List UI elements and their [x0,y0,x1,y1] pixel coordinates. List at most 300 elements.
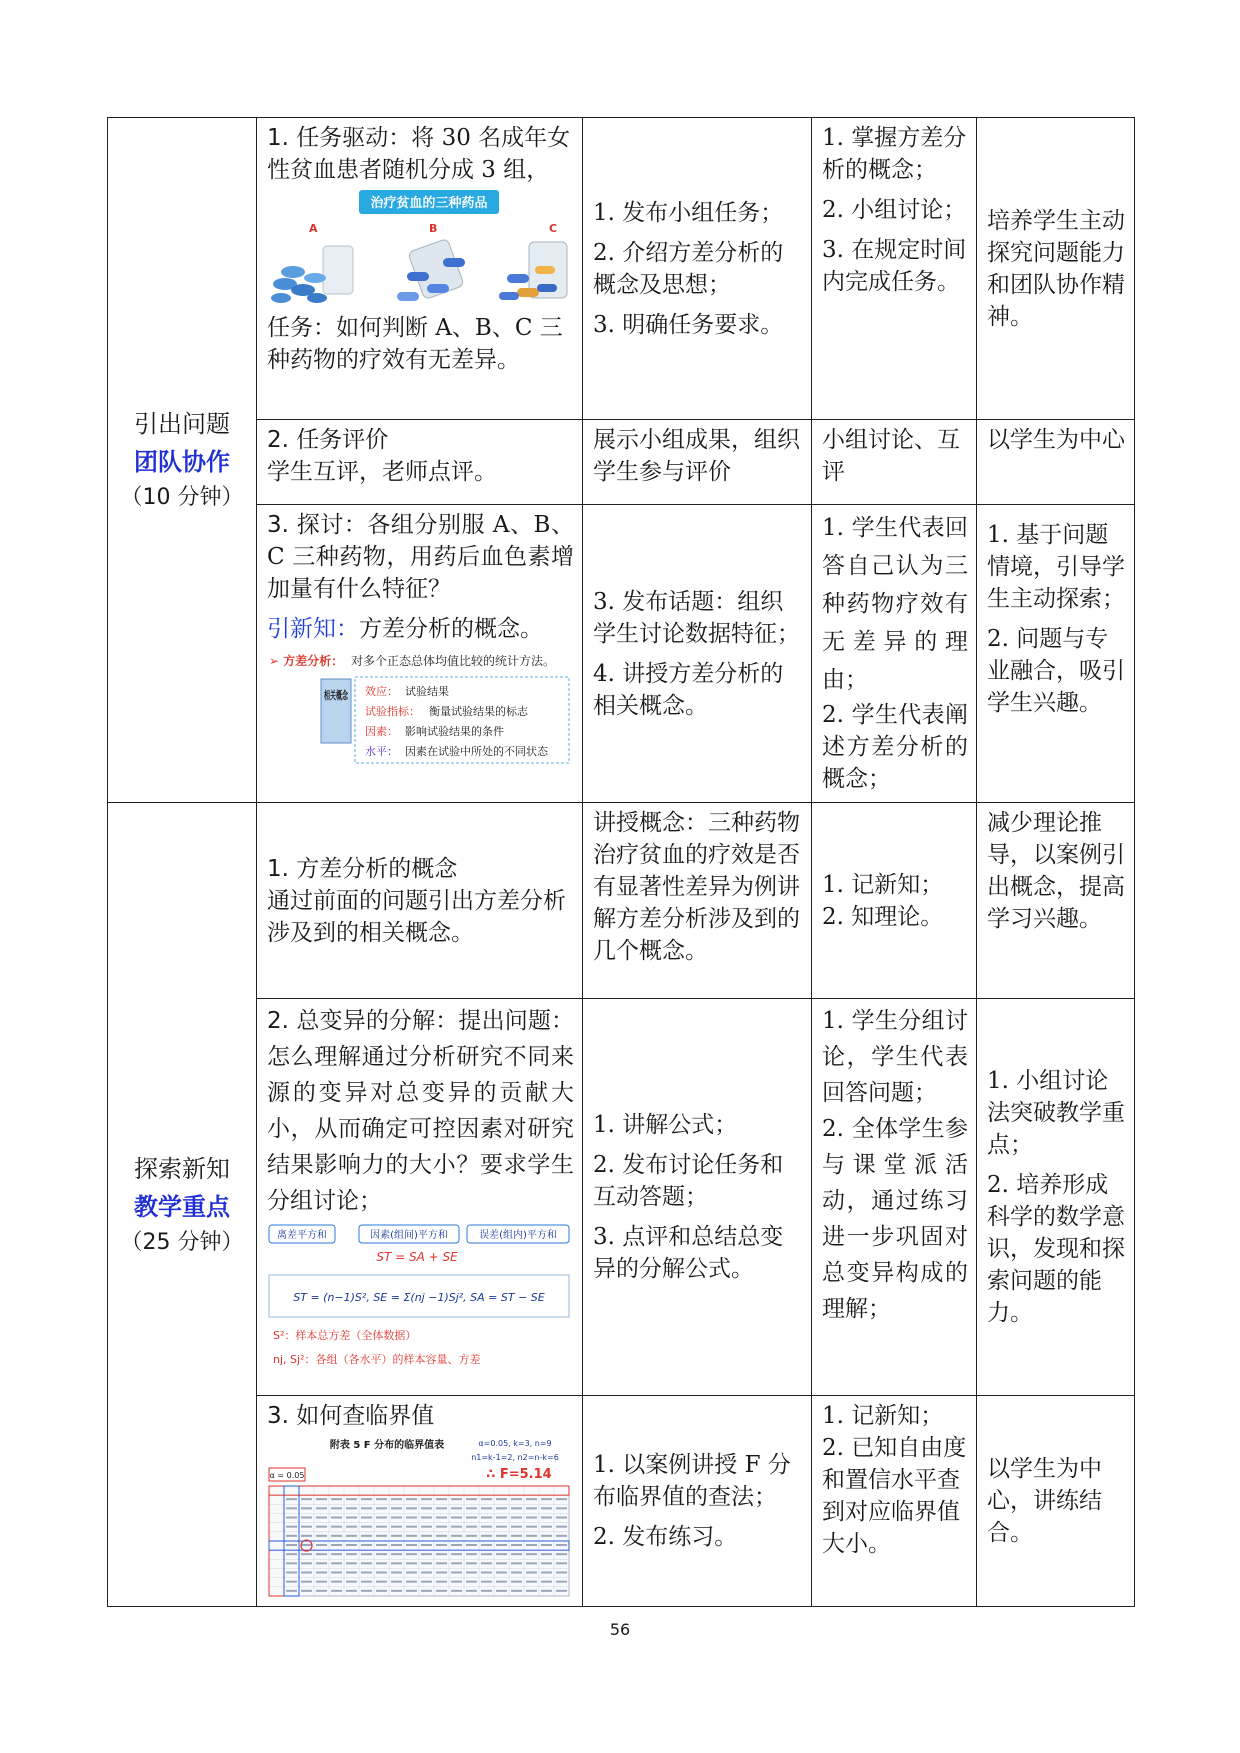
concept-key: 试验指标： [365,705,420,718]
tag-factor: 因素(组间)平方和 [370,1230,448,1241]
grid-cell-mark [301,1507,312,1509]
grid-cell-mark [376,1507,387,1509]
grid-cell-mark [301,1517,312,1519]
grid-cell-mark [406,1553,417,1555]
grid-cell-mark [301,1544,312,1546]
note-2: nj, Sj²：各组（各水平）的样本容量、方差 [273,1353,481,1366]
grid-cell-mark [436,1581,447,1583]
intent-item: 1. 小组讨论法突破教学重点； [987,1068,1125,1158]
grid-cell-mark [511,1553,522,1555]
teacher-item: 3. 明确任务要求。 [593,311,784,338]
grid-cell-mark [286,1590,297,1592]
grid-cell-mark [391,1544,402,1546]
concept-value: 影响试验结果的条件 [405,725,504,738]
grid-cell-mark [496,1572,507,1574]
grid-cell-mark [556,1498,567,1500]
intent-cell [977,420,1135,505]
concept-key: 水平： [365,745,398,758]
intent-item: 以学生为中心 [987,427,1125,453]
grid-cell-mark [376,1562,387,1564]
grid-cell-mark [481,1517,492,1519]
section-title: 探索新知 [134,1154,230,1183]
grid-cell-mark [556,1590,567,1592]
grid-cell-mark [556,1507,567,1509]
grid-cell-mark [376,1517,387,1519]
grid-cell-mark [316,1572,327,1574]
student-item: 3. 在规定时间内完成任务。 [822,237,967,295]
grid-cell-mark [301,1562,312,1564]
grid-cell-mark [511,1572,522,1574]
grid-cell-mark [301,1535,312,1537]
grid-cell-mark [481,1526,492,1528]
section-subtitle: 教学重点 [134,1192,230,1221]
f-table-figure [267,1434,573,1598]
grid-cell-mark [316,1535,327,1537]
grid-cell-mark [316,1562,327,1564]
teacher-cell [583,505,812,803]
intent-cell [977,803,1135,999]
grid-cell-mark [331,1581,342,1583]
grid-cell-mark [421,1498,432,1500]
grid-cell-mark [556,1581,567,1583]
grid-cell-mark [496,1498,507,1500]
grid-cell-mark [556,1544,567,1546]
teacher-item: 1. 发布小组任务； [593,199,784,226]
grid-cell-mark [481,1553,492,1555]
grid-cell-mark [376,1572,387,1574]
grid-cell-mark [436,1517,447,1519]
grid-cell-mark [541,1517,552,1519]
grid-cell-mark [331,1498,342,1500]
teacher-cell [583,420,812,505]
grid-cell-mark [526,1562,537,1564]
grid-cell-mark [421,1517,432,1519]
grid-cell-mark [346,1581,357,1583]
grid-cell-mark [496,1517,507,1519]
student-cell [812,118,977,420]
grid-cell-mark [481,1562,492,1564]
grid-cell-mark [316,1507,327,1509]
grid-cell-mark [406,1544,417,1546]
grid-cell-mark [301,1553,312,1555]
grid-cell-mark [331,1590,342,1592]
student-item: 2. 小组讨论； [822,197,967,223]
student-cell [812,999,977,1396]
grid-cell-mark [421,1553,432,1555]
content-cell [257,420,583,505]
label-c: C [549,222,558,235]
grid-cell-mark [496,1544,507,1546]
grid-cell-mark [556,1526,567,1528]
grid-cell-mark [466,1590,477,1592]
teacher-item: 2. 介绍方差分析的概念及思想； [593,239,784,298]
content-cell [257,803,583,999]
concept-key: 效应： [365,685,398,698]
grid-cell-mark [481,1581,492,1583]
grid-cell-mark [541,1498,552,1500]
grid-cell-mark [301,1581,312,1583]
concept-value: 衡量试验结果的标志 [429,705,528,718]
grid-cell-mark [316,1526,327,1528]
grid-cell-mark [541,1526,552,1528]
grid-cell-mark [361,1562,372,1564]
grid-cell-mark [526,1544,537,1546]
grid-cell-mark [301,1572,312,1574]
grid-cell-mark [451,1581,462,1583]
grid-cell-mark [346,1535,357,1537]
grid-cell-mark [526,1526,537,1528]
f-table-df: n1=k-1=2, n2=n-k=6 [471,1453,559,1462]
grid-cell-mark [316,1517,327,1519]
grid-cell-mark [376,1553,387,1555]
grid-cell-mark [511,1590,522,1592]
grid-cell-mark [286,1507,297,1509]
content-heading: 2. 总变异的分解： [267,1008,459,1034]
grid-cell-mark [496,1507,507,1509]
grid-cell-mark [391,1562,402,1564]
grid-cell-mark [436,1562,447,1564]
grid-cell-mark [511,1544,522,1546]
student-cell [812,420,977,505]
def-text: 对多个正态总体均值比较的统计方法。 [351,654,556,668]
grid-cell-mark [361,1507,372,1509]
grid-cell-mark [526,1581,537,1583]
box-label: 相关概念 [324,689,368,702]
content-heading: 3. 探讨： [267,512,368,538]
grid-cell-mark [466,1498,477,1500]
intent-item: 1. 基于问题情境，引导学生主动探索； [987,522,1125,612]
teacher-item: 4. 讲授方差分析的相关概念。 [593,660,784,719]
grid-cell-mark [466,1581,477,1583]
pill-bottle-b [397,238,465,301]
grid-cell-mark [376,1581,387,1583]
grid-cell-mark [421,1535,432,1537]
grid-cell-mark [346,1544,357,1546]
grid-cell-mark [376,1535,387,1537]
grid-cell-mark [421,1562,432,1564]
grid-cell-mark [556,1553,567,1555]
grid-cell-mark [406,1526,417,1528]
grid-cell-mark [451,1572,462,1574]
pill-bottle-a [271,246,353,303]
intent-cell [977,118,1135,420]
pill-bottle-c [499,242,567,300]
grid-cell-mark [406,1590,417,1592]
grid-cell-mark [346,1553,357,1555]
teacher-cell [583,999,812,1396]
grid-cell-mark [406,1517,417,1519]
grid-cell-mark [466,1544,477,1546]
grid-cell-mark [286,1526,297,1528]
grid-cell-mark [331,1562,342,1564]
label-b: B [429,222,438,235]
table-row [108,420,1135,505]
grid-cell-mark [286,1544,297,1546]
grid-cell-mark [361,1526,372,1528]
content-cell [257,1396,583,1607]
grid-cell-mark [361,1517,372,1519]
grid-cell-mark [481,1507,492,1509]
teacher-item: 3. 发布话题：组织学生讨论数据特征； [593,588,800,647]
grid-cell-mark [466,1526,477,1528]
new-knowledge-text: 方差分析的概念。 [359,616,543,642]
grid-cell-mark [556,1562,567,1564]
grid-cell-mark [286,1562,297,1564]
grid-cell-mark [541,1553,552,1555]
grid-cell-mark [286,1535,297,1537]
grid-cell-mark [466,1572,477,1574]
grid-cell-mark [331,1553,342,1555]
student-item: 小组讨论、互评 [822,427,960,485]
student-item: 1. 记新知； [822,871,944,898]
intent-item: 以学生为中心，讲练结合。 [987,1456,1102,1546]
grid-cell-mark [346,1507,357,1509]
section-subtitle: 团队协作 [134,448,230,476]
intent-item: 2. 培养形成科学的数学意识，发现和探索问题的能力。 [987,1172,1125,1326]
teacher-item: 3. 点评和总结总变异的分解公式。 [593,1224,784,1282]
table-row [108,803,1135,999]
grid-cell-mark [406,1581,417,1583]
grid-cell-mark [316,1544,327,1546]
grid-cell-mark [346,1517,357,1519]
grid-cell-mark [301,1498,312,1500]
grid-cell-mark [406,1498,417,1500]
grid-cell-mark [346,1572,357,1574]
grid-cell-mark [316,1581,327,1583]
grid-cell-mark [391,1517,402,1519]
teacher-item: 2. 发布讨论任务和互动答题； [593,1152,784,1210]
grid-cell-mark [346,1590,357,1592]
grid-cell-mark [496,1581,507,1583]
student-item: 1. 掌握方差分析的概念； [822,125,967,183]
grid-cell-mark [451,1517,462,1519]
f-table-title: 附表 5 F 分布的临界值表 [329,1440,445,1451]
grid-cell-mark [421,1544,432,1546]
grid-cell-mark [391,1581,402,1583]
grid-cell-mark [331,1535,342,1537]
content-cell [257,118,583,420]
grid-cell-mark [556,1572,567,1574]
student-item: 1. 学生分组讨论，学生代表回答问题； [822,1008,968,1106]
grid-cell-mark [556,1517,567,1519]
content-heading: 1. 任务驱动： [267,125,412,151]
content-text: 提出问题：怎么理解通过分析研究不同来源的变异对总变异的贡献大小，从而确定可控因素对研究结果影响力的大小？要求学生分组讨论； [267,1008,574,1214]
grid-cell-mark [436,1572,447,1574]
grid-cell-mark [526,1590,537,1592]
lesson-plan-table [107,117,1135,1607]
teacher-item: 展示小组成果，组织学生参与评价 [593,427,800,485]
teacher-item: 1. 讲解公式； [593,1112,738,1138]
grid-cell-mark [391,1498,402,1500]
grid-cell-mark [286,1572,297,1574]
teacher-cell [583,118,812,420]
table-row [108,999,1135,1396]
grid-cell-mark [421,1572,432,1574]
grid-cell-mark [391,1507,402,1509]
grid-cell-mark [361,1590,372,1592]
grid-cell-mark [436,1535,447,1537]
grid-cell-mark [496,1526,507,1528]
grid-cell-mark [331,1507,342,1509]
label-a: A [309,222,318,235]
grid-cell-mark [451,1553,462,1555]
table-row [108,118,1135,420]
grid-cell-mark [331,1517,342,1519]
grid-cell-mark [496,1553,507,1555]
grid-cell-mark [541,1507,552,1509]
grid-cell-mark [361,1553,372,1555]
grid-cell-mark [466,1507,477,1509]
content-heading: 1. 方差分析的概念 [267,855,458,882]
teacher-cell [583,1396,812,1607]
new-knowledge-label: 引新知： [267,616,359,642]
student-item: 2. 全体学生参与课堂派活动，通过练习进一步巩固对总变异构成的理解； [822,1116,968,1322]
student-item: 2. 学生代表阐述方差分析的概念； [822,702,968,792]
grid-cell-mark [541,1535,552,1537]
teacher-cell [583,803,812,999]
grid-cell-mark [436,1507,447,1509]
grid-cell-mark [556,1535,567,1537]
equation-2: ST = (n−1)S², SE = Σ(nj −1)Sj², SA = ST − SE [293,1291,545,1304]
student-cell [812,1396,977,1607]
def-label: ➢ 方差分析： [269,654,344,668]
concept-figure [267,647,573,765]
equation-1: ST = SA + SE [376,1250,458,1264]
grid-cell-mark [511,1507,522,1509]
content-heading: 2. 任务评价 [267,427,389,453]
grid-cell-mark [316,1498,327,1500]
grid-cell-mark [481,1544,492,1546]
f-table-grid [269,1486,569,1596]
section-time: （25 分钟） [120,1229,244,1255]
grid-cell-mark [451,1535,462,1537]
grid-cell-mark [286,1498,297,1500]
grid-cell-mark [346,1526,357,1528]
grid-cell-mark [361,1498,372,1500]
grid-cell-mark [421,1507,432,1509]
grid-cell-mark [406,1562,417,1564]
grid-cell-mark [421,1581,432,1583]
grid-cell-mark [376,1498,387,1500]
grid-cell-mark [466,1517,477,1519]
section-cell-intro [108,118,257,803]
intent-cell [977,505,1135,803]
grid-cell-mark [331,1544,342,1546]
grid-cell-mark [511,1581,522,1583]
formula-figure [267,1221,573,1371]
grid-cell-mark [541,1590,552,1592]
grid-cell-mark [511,1562,522,1564]
grid-cell-mark [301,1590,312,1592]
table-row [108,505,1135,803]
grid-cell-mark [376,1590,387,1592]
teacher-item: 讲授概念：三种药物治疗贫血的疗效是否有显著性差异为例讲解方差分析涉及到的几个概念。 [593,810,800,964]
grid-cell-mark [526,1507,537,1509]
grid-cell-mark [346,1498,357,1500]
grid-cell-mark [481,1572,492,1574]
content-text-2: 如何判断 A、B、C 三种药物的疗效有无差异。 [267,315,563,373]
section-cell-explore [108,803,257,1607]
grid-cell-mark [496,1590,507,1592]
grid-cell-mark [451,1562,462,1564]
grid-cell-mark [391,1572,402,1574]
grid-cell-mark [286,1517,297,1519]
page-number: 56 [609,1620,631,1639]
grid-cell-mark [391,1553,402,1555]
grid-cell-mark [511,1535,522,1537]
grid-cell-mark [361,1581,372,1583]
alpha-label: α = 0.05 [269,1471,305,1480]
concept-key: 因素： [365,725,398,738]
content-text: 各组分别服 A、B、C 三种药物，用药后血色素增加量有什么特征？ [267,512,574,602]
grid-cell-mark [436,1498,447,1500]
f-table-params: α=0.05, k=3, n=9 [478,1439,552,1448]
grid-cell-mark [511,1526,522,1528]
grid-cell-mark [436,1590,447,1592]
medicine-banner: 治疗贫血的三种药品 [370,196,488,211]
grid-cell-mark [346,1562,357,1564]
grid-cell-mark [526,1517,537,1519]
grid-cell-mark [481,1498,492,1500]
grid-cell-mark [511,1498,522,1500]
grid-cell-mark [541,1581,552,1583]
grid-cell-mark [526,1535,537,1537]
grid-cell-mark [331,1526,342,1528]
medicine-figure [267,188,573,310]
grid-cell-mark [436,1544,447,1546]
grid-cell-mark [526,1553,537,1555]
grid-cell-mark [436,1526,447,1528]
teacher-item: 2. 发布练习。 [593,1524,738,1550]
grid-cell-mark [286,1581,297,1583]
student-cell [812,505,977,803]
intent-item: 培养学生主动探究问题能力和团队协作精神。 [987,207,1125,330]
grid-cell-mark [406,1535,417,1537]
grid-cell-mark [376,1544,387,1546]
table-row [108,1396,1135,1607]
grid-cell-mark [421,1590,432,1592]
note-1: S²：样本总方差（全体数据） [273,1329,417,1342]
tag-error: 误差(组内)平方和 [479,1230,557,1241]
content-text: 将 30 名成年女性贫血患者随机分成 3 组， [267,125,571,183]
content-heading-2: 任务： [267,315,336,341]
grid-cell-mark [541,1544,552,1546]
grid-cell-mark [316,1590,327,1592]
intent-item: 减少理论推导，以案例引出概念，提高学习兴趣。 [987,810,1125,932]
intent-item: 2. 问题与专业融合，吸引学生兴趣。 [987,626,1125,716]
concept-value: 因素在试验中所处的不同状态 [405,745,548,758]
grid-cell-mark [391,1590,402,1592]
grid-cell-mark [391,1526,402,1528]
grid-cell-mark [406,1572,417,1574]
intent-cell [977,1396,1135,1607]
content-heading: 3. 如何查临界值 [267,1403,435,1429]
student-item: 1. 学生代表回答自己认为三种药物疗效有无差异的理由； [822,515,968,693]
grid-cell-mark [451,1526,462,1528]
grid-cell-mark [496,1562,507,1564]
intent-cell [977,999,1135,1396]
content-cell [257,999,583,1396]
student-cell [812,803,977,999]
grid-cell-mark [466,1535,477,1537]
grid-cell-mark [301,1526,312,1528]
grid-cell-mark [331,1572,342,1574]
grid-cell-mark [481,1535,492,1537]
grid-cell-mark [406,1507,417,1509]
content-cell [257,505,583,803]
grid-cell-mark [511,1517,522,1519]
grid-cell-mark [526,1498,537,1500]
